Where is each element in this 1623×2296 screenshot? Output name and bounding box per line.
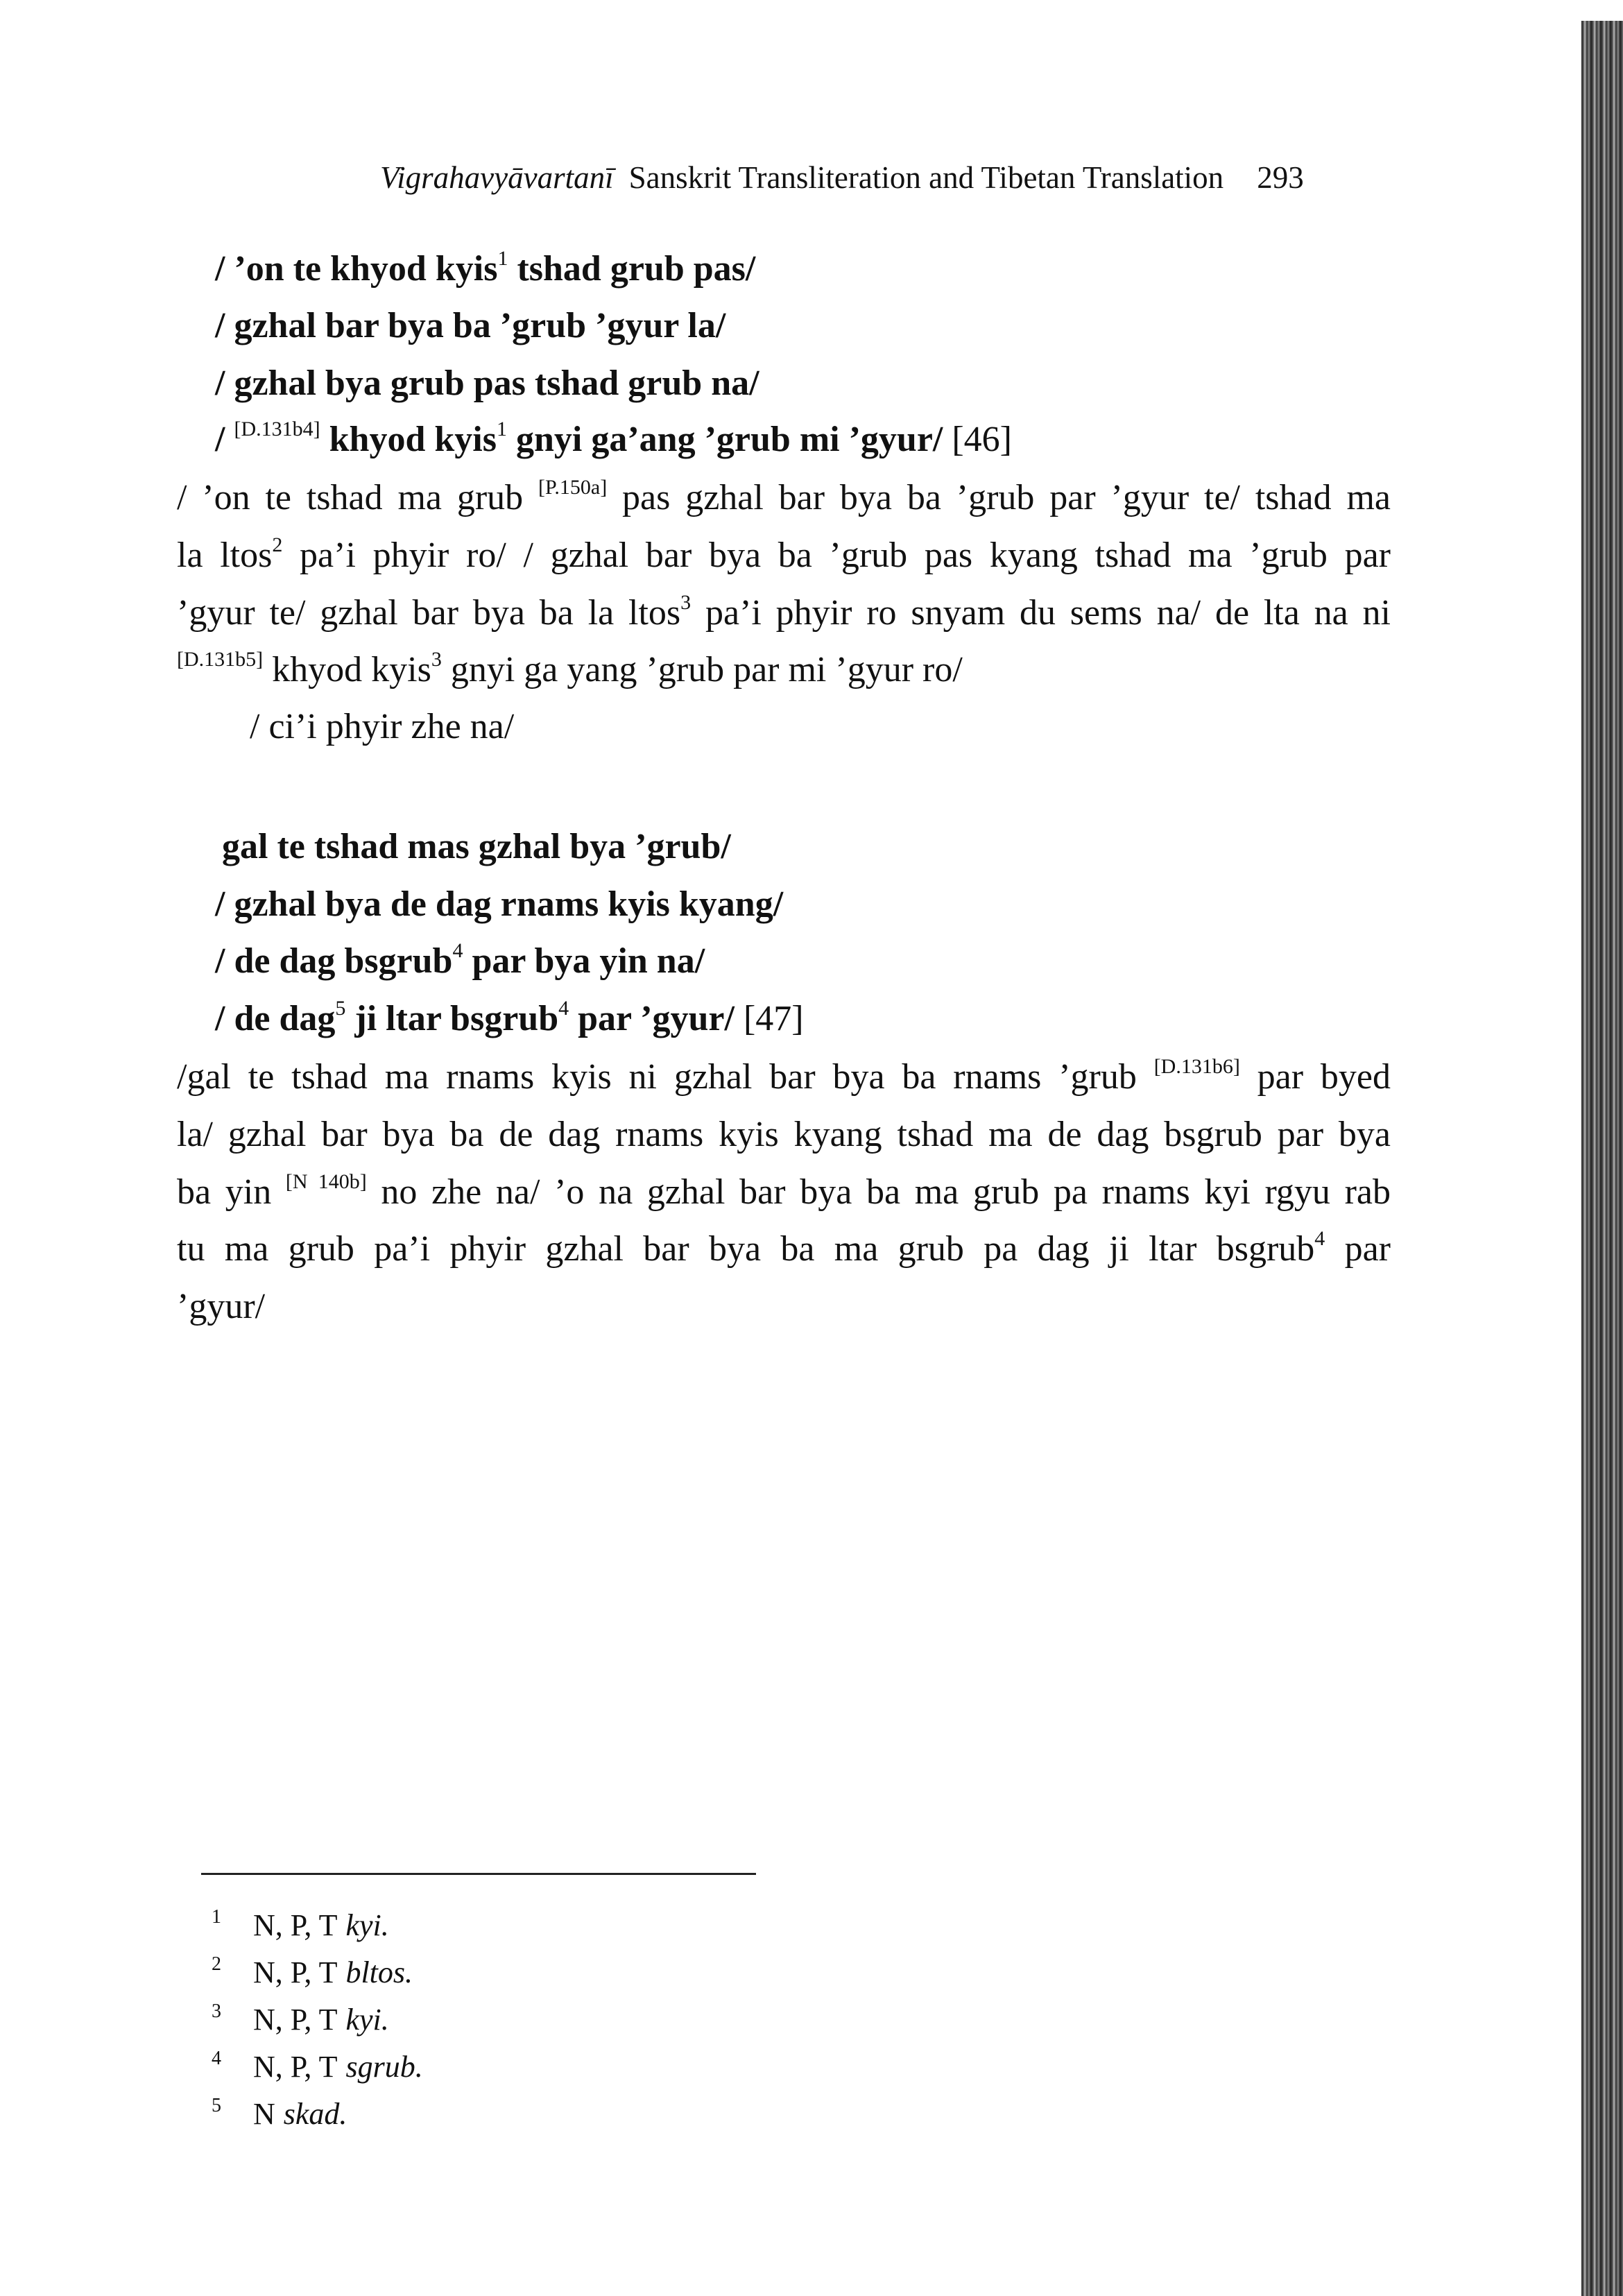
footnote-1 — [212, 1908, 389, 1943]
commentary46-line5: / ci’i phyir zhe na/ — [250, 707, 515, 746]
commentary-text: pa’i phyir ro/ / gzhal bar bya ba ’grub pas kyang tshad ma ’grub par — [282, 536, 1391, 575]
commentary46-line1 — [177, 476, 1391, 517]
verse-text: par ’gyur/ — [569, 999, 735, 1038]
commentary-text: pa’i phyir ro snyam du sems na/ de lta na ni — [691, 593, 1391, 633]
binding-edge — [1581, 21, 1623, 2296]
verse-number: [46] — [943, 420, 1012, 459]
running-head-subtitle: Sanskrit Transliteration and Tibetan Translation — [628, 160, 1224, 195]
footnote-reading: kyi. — [345, 2003, 389, 2037]
footnote-sigla: N — [253, 2097, 275, 2131]
footnote-number: 2 — [212, 1953, 221, 1975]
folio-ref: [N 140b] — [285, 1170, 367, 1193]
footnote-ref: 4 — [558, 997, 569, 1020]
verse46-line2: / gzhal bar bya ba ’grub ’gyur la/ — [215, 306, 726, 345]
folio-ref: [D.131b4] — [234, 418, 320, 440]
commentary-text: / ’on te tshad ma grub — [177, 478, 539, 517]
commentary47-line3 — [177, 1170, 1391, 1212]
page-number: 293 — [1257, 160, 1304, 195]
running-head — [380, 160, 1304, 196]
footnote-2 — [212, 1955, 413, 1990]
footnote-sigla: N, P, T — [253, 1908, 338, 1942]
verse47-line3 — [215, 939, 705, 981]
footnote-3 — [212, 2002, 389, 2037]
footnote-ref: 5 — [335, 997, 346, 1020]
verse-text: / de dag — [215, 999, 336, 1038]
verse47-line1: gal te tshad mas gzhal bya ’grub/ — [222, 827, 731, 866]
verse46-line1 — [215, 247, 756, 289]
verse-text: ji ltar bsgrub — [345, 999, 559, 1038]
commentary46-line3 — [177, 591, 1391, 633]
verse-number: [47] — [734, 999, 804, 1038]
footnote-ref: 1 — [497, 247, 508, 270]
footnote-ref: 4 — [1314, 1227, 1325, 1250]
footnote-number: 5 — [212, 2095, 221, 2116]
footnote-reading: skad. — [283, 2097, 347, 2131]
verse-text: khyod kyis — [320, 420, 497, 459]
commentary-text: no zhe na/ ’o na gzhal bar bya ba ma grub pa rnams kyi rgyu rab — [366, 1172, 1391, 1212]
commentary-text: khyod kyis — [263, 650, 431, 689]
commentary47-line2: la/ gzhal bar bya ba de dag rnams kyis kyang tshad ma de dag bsgrub par bya — [177, 1115, 1391, 1154]
verse47-line2: / gzhal bya de dag rnams kyis kyang/ — [215, 884, 784, 924]
footnote-reading: sgrub. — [345, 2050, 423, 2084]
verse-text: par bya yin na/ — [463, 941, 705, 981]
footnote-rule — [201, 1873, 756, 1875]
commentary46-line4 — [177, 648, 963, 689]
footnote-reading: bltos. — [345, 1955, 413, 1989]
commentary-text: la ltos — [177, 536, 273, 575]
footnote-ref: 1 — [496, 418, 507, 440]
commentary-text: /gal te tshad ma rnams kyis ni gzhal bar bya ba rnams ’grub — [177, 1057, 1154, 1097]
commentary47-line5: ’gyur/ — [177, 1287, 266, 1326]
footnote-number: 3 — [212, 2001, 221, 2022]
verse46-line3: / gzhal bya grub pas tshad grub na/ — [215, 363, 759, 403]
running-head-title: Vigrahavyāvartanī — [380, 160, 614, 195]
commentary46-line2 — [177, 533, 1391, 575]
verse47-line4 — [215, 997, 804, 1038]
footnote-number: 4 — [212, 2048, 221, 2069]
folio-ref: [D.131b5] — [177, 648, 264, 671]
folio-ref: [P.150a] — [538, 476, 608, 499]
commentary-text: pas gzhal bar bya ba ’grub par ’gyur te/ tshad ma — [607, 478, 1391, 517]
commentary47-line1 — [177, 1055, 1391, 1097]
commentary-text: gnyi ga yang ’grub par mi ’gyur ro/ — [441, 650, 963, 689]
commentary-text: par byed — [1239, 1057, 1391, 1097]
footnote-5 — [212, 2096, 347, 2132]
footnote-sigla: N, P, T — [253, 1955, 338, 1989]
commentary-text: par — [1325, 1229, 1391, 1269]
verse46-line4 — [215, 418, 1012, 459]
footnote-reading: kyi. — [345, 1908, 389, 1942]
footnote-ref: 3 — [431, 648, 442, 671]
footnote-ref: 3 — [680, 591, 692, 614]
verse-text: tshad grub pas/ — [508, 249, 756, 289]
commentary-text: ’gyur te/ gzhal bar bya ba la ltos — [177, 593, 681, 633]
footnote-number: 1 — [212, 1906, 221, 1928]
commentary-text: tu ma grub pa’i phyir gzhal bar bya ba ma grub pa dag ji ltar bsgrub — [177, 1229, 1315, 1269]
verse-text: / — [215, 420, 234, 459]
commentary-text: ba yin — [177, 1172, 286, 1212]
commentary47-line4 — [177, 1227, 1391, 1269]
verse-text: / ’on te khyod kyis — [215, 249, 498, 289]
folio-ref: [D.131b6] — [1153, 1055, 1240, 1078]
footnote-ref: 4 — [452, 939, 463, 962]
footnote-ref: 2 — [272, 533, 283, 556]
verse-text: gnyi ga’ang ’grub mi ’gyur/ — [506, 420, 943, 459]
footnote-4 — [212, 2049, 423, 2084]
footnote-sigla: N, P, T — [253, 2050, 338, 2084]
verse-text: / de dag bsgrub — [215, 941, 453, 981]
footnote-sigla: N, P, T — [253, 2003, 338, 2037]
